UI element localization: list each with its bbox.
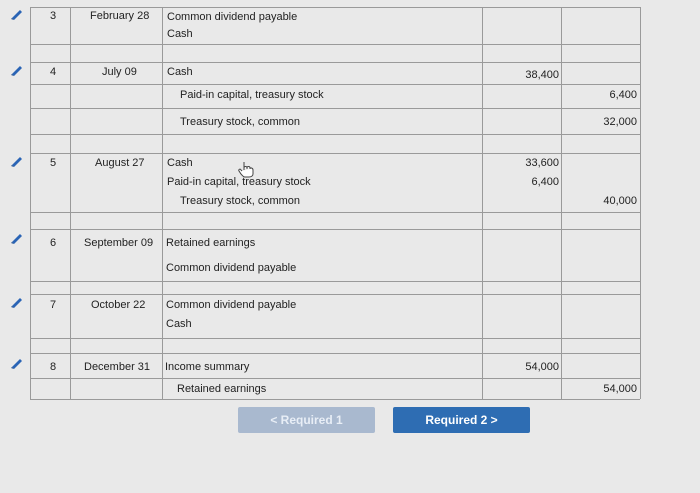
entry-date: September 09 (84, 237, 154, 249)
debit-amount[interactable]: 6,400 (531, 176, 559, 188)
grid-line (30, 7, 31, 399)
grid-line (30, 212, 640, 213)
required-2-button[interactable]: Required 2 > (393, 407, 530, 433)
entry-number: 8 (50, 361, 57, 373)
grid-line (30, 84, 640, 85)
pencil-icon[interactable] (10, 155, 24, 167)
grid-line (30, 108, 640, 109)
grid-line (30, 399, 640, 400)
debit-amount[interactable]: 38,400 (525, 69, 559, 81)
grid-line (30, 7, 640, 8)
entry-date: December 31 (84, 361, 151, 373)
grid-line (30, 338, 640, 339)
entry-number: 6 (50, 237, 57, 249)
account-name[interactable]: Cash (166, 318, 192, 330)
grid-line (30, 378, 640, 379)
account-name[interactable]: Retained earnings (177, 383, 267, 395)
credit-amount[interactable]: 32,000 (603, 116, 637, 128)
grid-line (30, 353, 640, 354)
account-name[interactable]: Common dividend payable (167, 11, 298, 23)
entry-date: October 22 (91, 299, 146, 311)
credit-amount[interactable]: 54,000 (603, 383, 637, 395)
grid-line (30, 294, 640, 295)
account-name[interactable]: Treasury stock, common (180, 116, 301, 128)
grid-line (30, 153, 640, 154)
entry-date: February 28 (90, 10, 150, 22)
required-1-button[interactable]: < Required 1 (238, 407, 375, 433)
grid-line (162, 7, 163, 399)
grid-line (482, 7, 483, 399)
account-name[interactable]: Income summary (165, 361, 250, 373)
grid-line (70, 7, 71, 399)
account-name[interactable]: Cash (167, 28, 193, 40)
account-name[interactable]: Treasury stock, common (180, 195, 301, 207)
entry-number: 3 (50, 10, 57, 22)
account-name[interactable]: Common dividend payable (166, 262, 297, 274)
grid-line (640, 7, 641, 399)
account-name[interactable]: Cash (167, 157, 193, 169)
pencil-icon[interactable] (10, 64, 24, 76)
debit-amount[interactable]: 33,600 (525, 157, 559, 169)
grid-line (561, 7, 562, 399)
account-name[interactable]: Cash (167, 66, 193, 78)
entry-number: 4 (50, 66, 57, 78)
grid-line (30, 134, 640, 135)
entry-number: 5 (50, 157, 57, 169)
account-name[interactable]: Retained earnings (166, 237, 256, 249)
grid-line (30, 44, 640, 45)
entry-number: 7 (50, 299, 57, 311)
account-name[interactable]: Paid-in capital, treasury stock (167, 176, 311, 188)
entry-date: August 27 (95, 157, 145, 169)
pencil-icon[interactable] (10, 8, 24, 20)
debit-amount[interactable]: 54,000 (525, 361, 559, 373)
credit-amount[interactable]: 40,000 (603, 195, 637, 207)
pencil-icon[interactable] (10, 232, 24, 244)
pencil-icon[interactable] (10, 357, 24, 369)
grid-line (30, 229, 640, 230)
credit-amount[interactable]: 6,400 (609, 89, 637, 101)
grid-line (30, 281, 640, 282)
grid-line (30, 62, 640, 63)
entry-date: July 09 (102, 66, 137, 78)
account-name[interactable]: Paid-in capital, treasury stock (180, 89, 324, 101)
account-name[interactable]: Common dividend payable (166, 299, 297, 311)
pencil-icon[interactable] (10, 296, 24, 308)
